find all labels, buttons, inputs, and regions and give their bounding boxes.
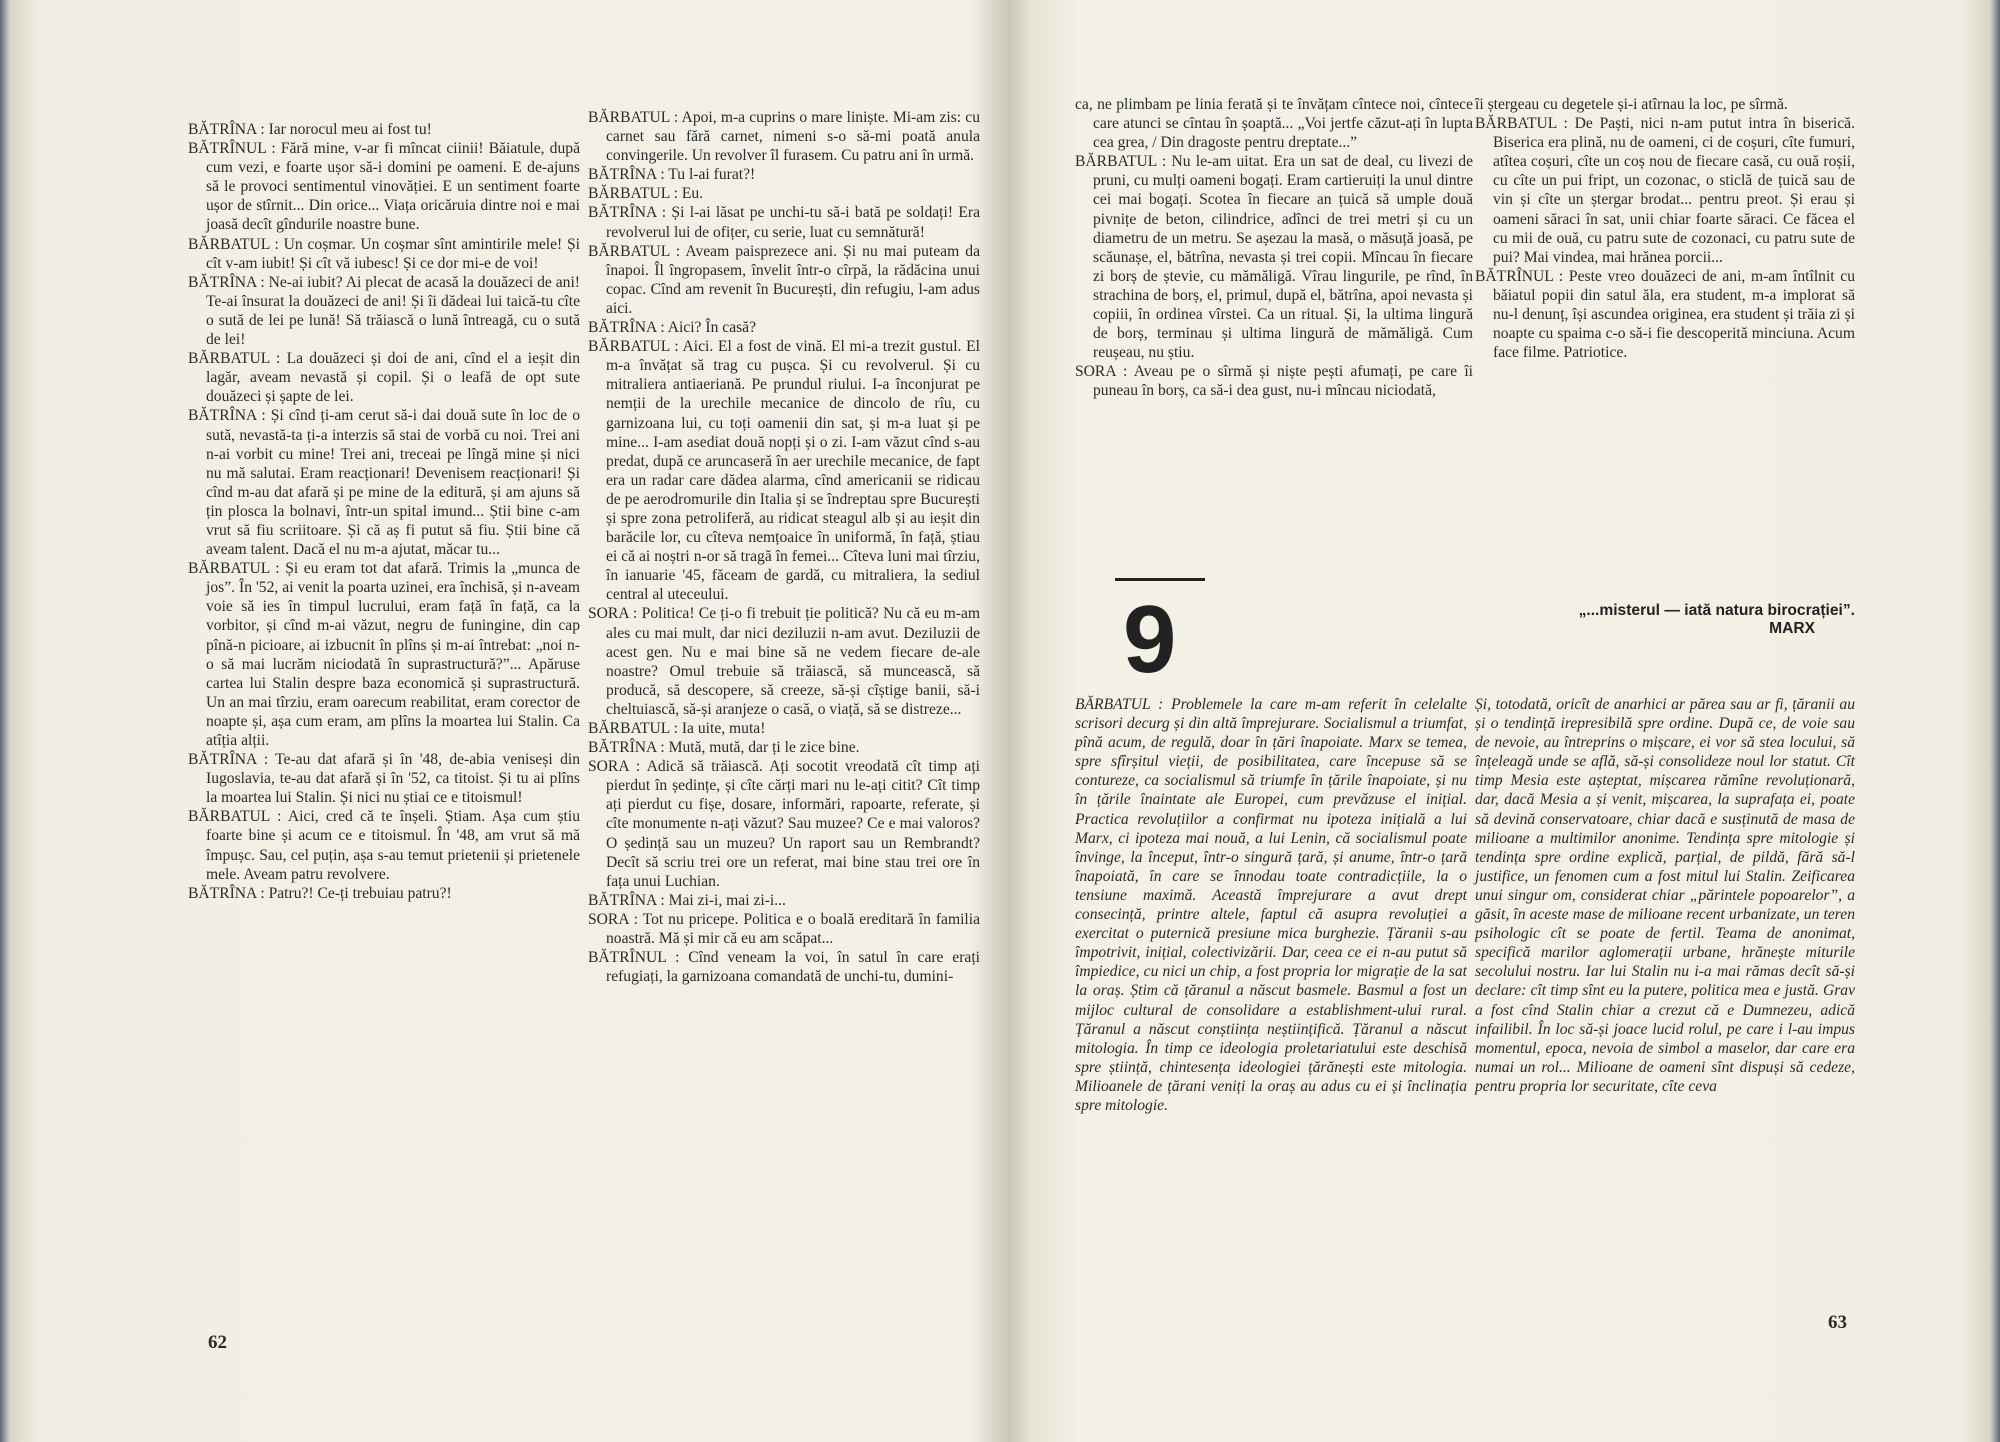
epigraph (1470, 602, 1855, 638)
dialogue-paragraph: BĂTRÎNUL : Peste vreo douăzeci de ani, m-am întîlnit cu băiatul popii din satul ăla, era student, m-a implorat să nu-l denunț, își ascundea originea, era student și trăia zi și noapte cu spaima c-o să-i fie descoperită minciuna. Acum face filme. Patriotice. (1475, 267, 1855, 362)
dialogue-paragraph: BĂRBATUL : Un coșmar. Un coșmar sînt amintirile mele! Și cît v-am iubit! Și cît vă iubesc! Și ce dor mi-e de voi! (188, 235, 580, 272)
dialogue-paragraph: BĂRBATUL : Aveam paisprezece ani. Și nu mai puteam da înapoi. Îl îngropasem, învelit într-o cîrpă, la rădăcina unui copac. Cînd am revenit în București, din refugiu, l-am adus aici. (588, 242, 980, 317)
dialogue-paragraph: BĂRBATUL : Nu le-am uitat. Era un sat de deal, cu livezi de pruni, cu mulți oameni bogați. Eram cartieruiți la unul dintre cei mai bogați. Scotea în fiecare an țuică să umple două pivnițe de beton, cilindrice, adînci de trei metri și cu un diametru de un metru. Se așezau la masă, o măsuță joasă, pe scăunașe, el, bătrîna, nevasta și trei copii. Mîncau în fiecare zi borș de ștevie, cu mămăligă. Vîrau lingurile, pe rînd, în strachina de borș, el, primul, după el, bătrîna, apoi nevasta și copiii, în ordinea vîrstei. Ca un ritual. Și, la ultima lingură de borș, terminau și ultima lingură de mămăligă. Cum reușeau, nu știu. (1075, 153, 1473, 362)
dialogue-paragraph: BĂTRÎNA : Mută, mută, dar ți le zice bine. (588, 739, 860, 757)
right-page-column-2 (1475, 95, 1855, 362)
dialogue-paragraph: BĂRBATUL : Aici. El a fost de vină. El mi-a trezit gustul. El m-a învățat să trag cu pușca. Și cu revolverul. Și cu mitraliera antiaeriană. Pe prundul riului. I-a înconjurat pe nemții de la urechile mecanice de dincolo de rîu, cu garnizoana lui, cu toți oamenii din sat, și m-a luat și pe mine... I-am asediat două nopți și o zi. I-am văzut cînd s-au predat, după ce aruncaseră în aer urechile mecanice, de fapt era un radar care dădea alarma, cînd americanii se ridicau de pe aerodromurile din Italia și se îndreptau spre București și spre zona petroliferă, au ridicat steagul alb și au ieșit din barăcile lor, cu cîteva nemțoaice în uniformă, în față, știau ei că ai noștri n-or să tragă în femei... Cîteva luni mai tîrziu, în ianuarie '45, făceam de gardă, cu mitraliera, la sediul central al uteceului. (588, 338, 980, 604)
right-page (1010, 0, 1980, 1442)
dialogue-paragraph: BĂTRÎNA : Iar norocul meu ai fost tu! (188, 121, 432, 138)
dialogue-paragraph: BĂRBATUL : Ia uite, muta! (588, 720, 766, 737)
dialogue-paragraph: SORA : Politica! Ce ți-o fi trebuit ție politică? Nu că eu m-am ales cu mai mult, dar nici deziluzii n-am avut. Deziluzii de acest gen. Nu e mai bine să ne vedem fiecare de-ale noastre? Omul trebuie să trăiască, să muncească, să producă, să descopere, să creeze, să-și cîștige banii, să-i cheltuiască, să-și aranjeze o casă, o viață, să se distreze... (588, 605, 980, 718)
dialogue-paragraph: SORA : Adică să trăiască. Ați socotit vreodată cît timp ați pierdut în ședințe, și cîte cărți mari nu le-ați citit? Cît timp ați pierdut cu fișe, dosare, informări, rapoarte, referate, și cîte monumente n-ați văzut? Sau muzee? Ce e mai valoros? O ședință sau un muzeu? Un raport sau un Rembrandt? Decît să scriu trei ore un referat, mai bine stau trei ore în fața unui Luchian. (588, 758, 980, 890)
essay-column-2: Și, totodată, oricît de anarhici ar părea sau ar fi, țăranii au și o tendință irepresibilă spre ordine. După ce, de voie sau de nevoie, au întreprins o mișcare, ei vor să stea locului, să înțeleagă unde se află, să-și consolideze noul lor statut. Cît timp Mesia este așteptat, mișcarea rămîne revoluționară, dar, dacă Mesia a și venit, mișcarea, la suprafața ei, poate să devină conservatoare, chiar dacă e susținută de masa de milioane a multimilor anonime. Tendința spre mitologie și tendința spre ordine explică, parțial, de pildă, fără să-l justifice, un fenomen cum a fost mitul lui Stalin. Zeificarea unui singur om, considerat chiar „părintele popoarelor”, a găsit, în aceste mase de milioane recent urbanizate, un teren psihologic cît se poate de fertil. Teama de anonimat, specifică marilor aglomerații urbane, hrănește miturile secolului nostru. Iar lui Stalin nu i-a mai rămas decît să-și declare: cît timp sînt eu la putere, politica mea e justă. Grav a fost cînd Stalin chiar a crezut că e Dumnezeu, adică infailibil. În loc să-și joace lucid rolul, pe care i l-au impus momentul, epoca, nevoia de simbol a maselor, dar care era numai un rol... Milioane de oameni sînt dispuși să cedeze, pentru propria lor securitate, cîte ceva (1475, 696, 1855, 1095)
page-number-left: 62 (208, 1332, 227, 1353)
dialogue-paragraph: ca, ne plimbam pe linia ferată și te învățam cîntece noi, cîntece care atunci se cîntau în șoaptă... „Voi jertfe căzut-ați în lupta cea grea, / Din dragoste pentru dreptate...” (1075, 96, 1473, 152)
dialogue-paragraph: BĂRBATUL : De Paști, nici n-am putut intra în biserică. Biserica era plină, nu de oameni, ci de coșuri, cîte fumuri, atîtea coșuri, cîte un coș nou de fiecare casă, cu ouă roșii, cu cîte un pui fript, un cozonac, o sticlă de țuică sau de vin și cîte un ștergar brodat... pentru preot. Și erau și oameni săraci în sat, unii chiar foarte săraci. Ce făcea el cu mii de ouă, cu patru sute de cozonaci, cu patru sute de pui? Mai vindea, mai hrănea porcii... (1475, 115, 1855, 266)
epigraph-text: „...misterul — iată natura birocrației”. (1578, 602, 1855, 619)
dialogue-paragraph: SORA : Tot nu pricepe. Politica e o boală ereditară în familia noastră. Mă și mir că eu am scăpat... (588, 910, 980, 948)
dialogue-paragraph: BĂRBATUL : Apoi, m-a cuprins o mare liniște. Mi-am zis: cu carnet sau fără carnet, nimeni s-o să-mi poată anula convingerile. Un revolver îl furasem. Cu patru ani în urmă. (588, 109, 980, 165)
left-page-column-1 (188, 120, 580, 903)
chapter-number: 9 (1123, 586, 1177, 693)
dialogue-paragraph: BĂTRÎNA : Tu l-ai furat?! (588, 166, 756, 184)
dialogue-paragraph: BĂTRÎNA : Ne-ai iubit? Ai plecat de acasă la douăzeci de ani! Te-ai însurat la douăzeci de ani! Și îi dădeai lui taică-tu cîte o sută de lei pe lună! Să trăiască o lună întreagă, cu o sută de lei! (188, 273, 580, 349)
dialogue-paragraph: BĂTRÎNA : Și l-ai lăsat pe unchi-tu să-i bată pe soldați! Era revolverul lui de ofițer, cu serie, luat cu semnătură! (588, 204, 980, 241)
dialogue-paragraph: BĂTRÎNA : Patru?! Ce-ți trebuiau patru?! (188, 884, 452, 902)
dialogue-paragraph: BĂTRÎNA : Te-au dat afară și în '48, de-abia veniseși din Iugoslavia, te-au dat afară și în '52, ca titoist. Și tu ai plîns la moartea lui Stalin. Și nici nu știai ce e titoismul! (188, 751, 580, 807)
dialogue-paragraph: BĂTRÎNA : Și cînd ți-am cerut să-i dai două sute în loc de o sută, nevastă-ta ți-a interzis să stai de vorbă cu noi. Trei ani n-ai vorbit cu mine! Trei ani, treceai pe lîngă mine și nici nu mă salutai. Eram reacționari! Devenisem reacționari! Și cînd m-au dat afară și pe mine de la editură, și am ajuns să țin plosca la bolnavi, într-un spital imund... Știi bine c-am vrut să fiu scriitoare. Și că aș fi putut să fiu. Știi bine că aveam talent. Dacă el nu m-a ajutat, măcar tu... (188, 407, 580, 559)
dialogue-paragraph: BĂTRÎNA : Mai zi-i, mai zi-i... (588, 891, 786, 909)
essay-column-1: BĂRBATUL : Problemele la care m-am referit în celelalte scrisori decurg și din altă împrejurare. Socialismul a triumfat, pînă acum, de regulă, doar în țări înapoiate. Marx se temea, spre sfîrșitul vieții, de posibilitatea, care începuse să se contureze, ca socialismul să triumfe în țările înapoiate, și nu în țările înaintate ale Europei, cum prevăzuse el inițial. Practica revoluțiilor a confirmat nu ipoteza inițială a lui Marx, ci ipoteza mai nouă, a lui Lenin, că socialismul poate învinge, la început, într-o singură țară, și anume, într-o țară înapoiată, în care se înnodau toate contradicțiile, la o tensiune maximă. Această împrejurare a avut drept consecință, printre altele, faptul că asupra revoluției a exercitat o puternică presiune mica burghezie. Țăranii s-au împotrivit, inițial, colectivizării. Dar, ceea ce ei n-au putut să împiedice, cu nici un chip, a fost propria lor migrație de la sat la oraș. Știm că țăranul a născut basmele. Basmul a fost un mijloc cultural de consolidare a establishment-ului rural. Țăranul a născut conștiința neștiințifică. Țăranul a născut mitologia. În timp ce ideologia proletariatului este deschisă spre știință, chintesența ideologiei țărănești este mitologia. Milioanele de țărani veniți la oraș au adus cu ei și înclinația spre mitologie. (1075, 696, 1467, 1114)
dialogue-paragraph: BĂTRÎNA : Aici? În casă? (588, 319, 757, 337)
dialogue-paragraph: BĂRBATUL : La douăzeci și doi de ani, cînd el a ieșit din lagăr, aveam nevastă și copil. Și o leafă de opt sute douăzeci și șapte de lei. (188, 350, 580, 406)
page-number-right: 63 (1828, 1312, 1847, 1333)
left-page-column-2 (588, 108, 980, 986)
dialogue-paragraph: BĂRBATUL : Și eu eram tot dat afară. Trimis la „munca de jos”. În '52, ai venit la poarta uzinei, era închisă, și n-aveam voie să ies în timpul lucrului, eram față în față, ca la vorbitor, și cînd m-ai văzut, negru de funingine, din cap pînă-n picioare, ai izbucnit în plîns și m-ai întrebat: „noi n-o să mai lucrăm niciodată în suprastructură?”... Apăruse cartea lui Stalin despre baza economică și suprastructură. Un an mai tîrziu, eram oarecum reabilitat, eram corector de noapte și, așa cum eram, am plîns la moartea lui Stalin. Ca atîția alții. (188, 560, 580, 749)
right-page-column-1 (1075, 95, 1473, 401)
left-page (40, 0, 1000, 1442)
epigraph-author: MARX (1769, 620, 1815, 637)
dialogue-paragraph: BĂTRÎNUL : Fără mine, v-ar fi mîncat ciinii! Băiatule, după cum vezi, e foarte ușor să-i domini pe oameni. E de-ajuns să le provoci sentimentul vinovăției. E un sentiment foarte ușor de stîrnit... Din orice... Viața oricăruia dintre noi e mai joasă decît gîndurile noastre bune. (188, 140, 580, 234)
dialogue-paragraph: BĂTRÎNUL : Cînd veneam la voi, în satul în care erați refugiați, la garnizoana comandată de unchi-tu, dumini- (588, 949, 980, 986)
dialogue-paragraph: SORA : Aveau pe o sîrmă și niște pești afumați, pe care îi puneau în borș, ca să-i dea gust, nu-i mîncau niciodată, (1075, 363, 1473, 400)
chapter-rule (1115, 578, 1205, 581)
dialogue-paragraph: BĂRBATUL : Aici, cred că te înșeli. Știam. Așa cum știu foarte bine și acum ce e titoismul. În '48, am vrut să mă împușc. Sau, cel puțin, așa s-au temut prietenii și prietenele mele. Aveam patru revolvere. (188, 808, 580, 883)
dialogue-paragraph: BĂRBATUL : Eu. (588, 185, 704, 203)
dialogue-paragraph: îi ștergeau cu degetele și-i atîrnau la loc, pe sîrmă. (1475, 96, 1788, 113)
